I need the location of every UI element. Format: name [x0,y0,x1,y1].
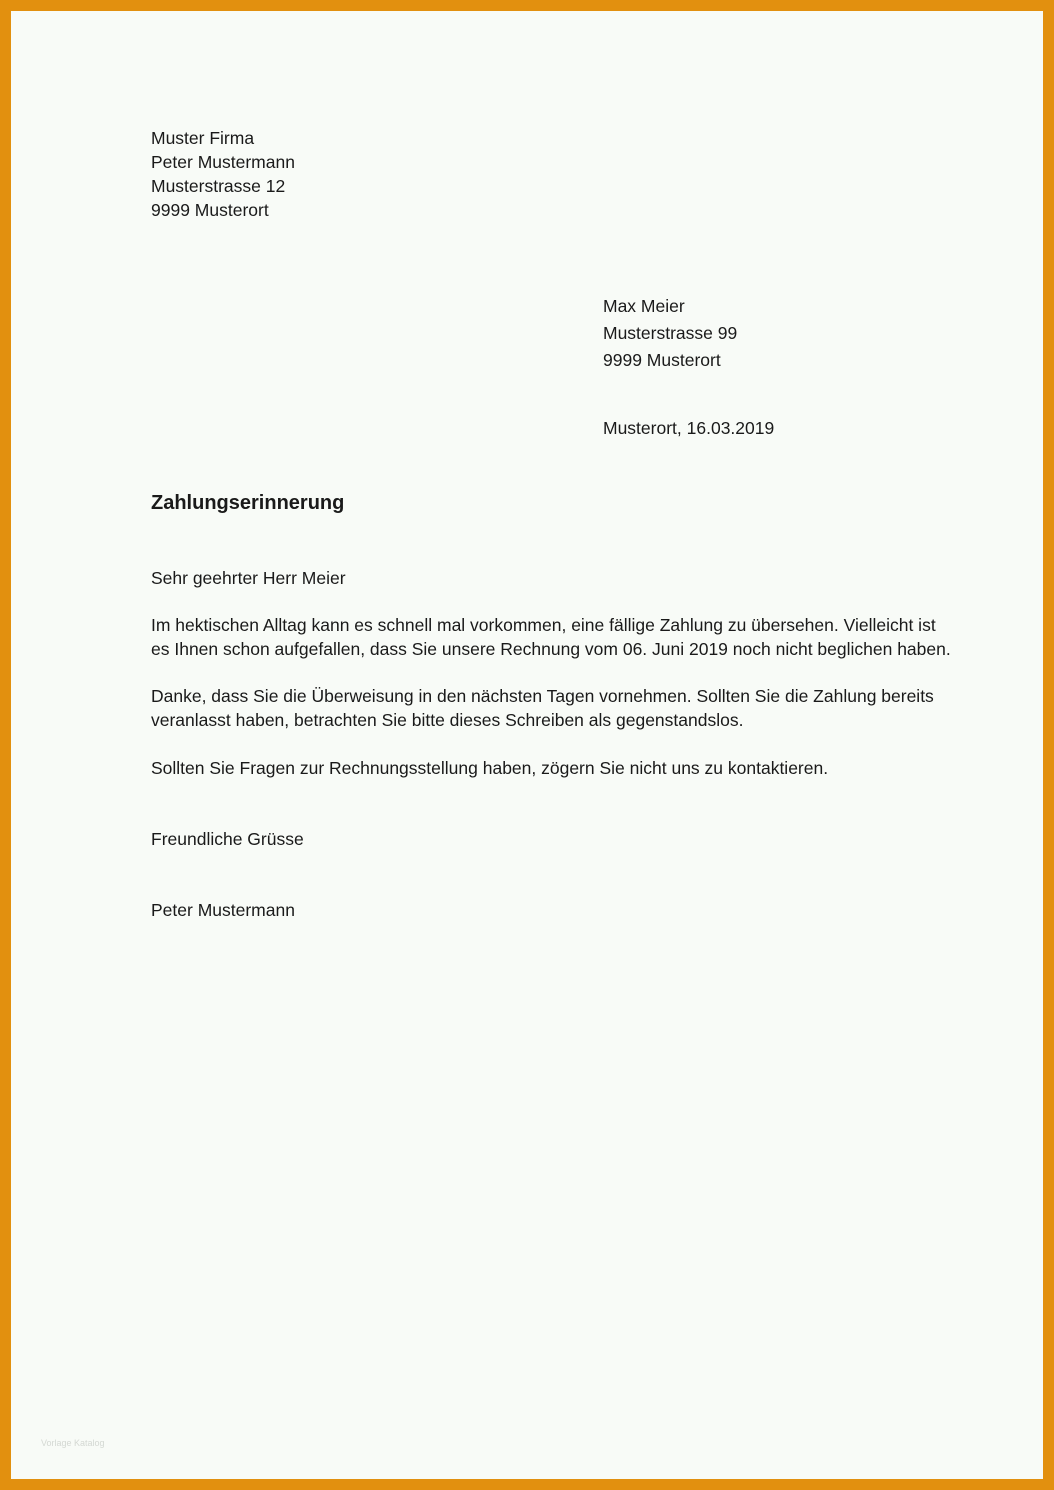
paragraph-line: es Ihnen schon aufgefallen, dass Sie unsere Rechnung vom 06. Juni 2019 noch nicht beglichen haben. [151,639,951,659]
recipient-city: 9999 Musterort [603,350,721,370]
sender-street: Musterstrasse 12 [151,176,286,196]
recipient-name: Max Meier [603,296,685,316]
paragraph-line: Im hektischen Alltag kann es schnell mal vorkommen, eine fällige Zahlung zu übersehen. Vielleicht ist [151,615,936,635]
closing [151,827,304,851]
closing-text: Freundliche Grüsse [151,829,304,849]
date-line [603,416,774,440]
signature-name: Peter Mustermann [151,900,295,920]
sender-city: 9999 Musterort [151,200,269,220]
paragraph-line: Sollten Sie Fragen zur Rechnungsstellung haben, zögern Sie nicht uns zu kontaktieren. [151,758,829,778]
letter-page [11,11,1043,1479]
salutation [151,566,346,590]
recipient-street: Musterstrasse 99 [603,323,738,343]
paragraph-line: veranlasst haben, betrachten Sie bitte dieses Schreiben als gegenstandslos. [151,710,744,730]
sender-company: Muster Firma [151,128,255,148]
body-paragraph [151,684,934,732]
body-paragraph [151,756,828,780]
paragraph-line: Danke, dass Sie die Überweisung in den nächsten Tagen vornehmen. Sollten Sie die Zahlung bereits [151,686,934,706]
signature [151,898,295,922]
sender-address [151,126,295,222]
place-and-date: Musterort, 16.03.2019 [603,418,775,438]
letter-subject: Zahlungserinnerung [151,492,345,514]
salutation-text: Sehr geehrter Herr Meier [151,568,346,588]
sender-name: Peter Mustermann [151,152,295,172]
watermark: Vorlage Katalog [41,1438,105,1448]
recipient-address [603,293,737,374]
body-paragraph [151,613,951,661]
